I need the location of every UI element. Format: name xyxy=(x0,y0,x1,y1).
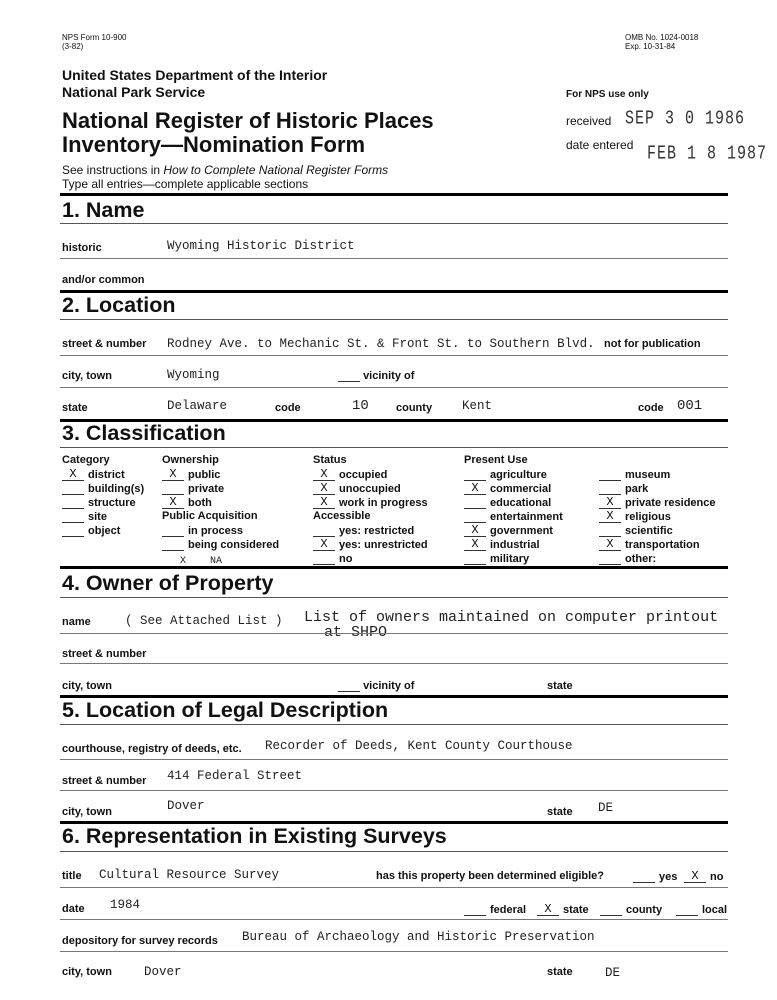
checkbox-mark: X xyxy=(313,482,335,495)
checkbox-label: transportation xyxy=(625,539,700,551)
checkbox-military[interactable] xyxy=(464,552,529,565)
survey-title-label: title xyxy=(62,870,82,882)
acquisition-na-note: X NA xyxy=(180,556,223,565)
checkbox-both[interactable] xyxy=(162,496,212,509)
checkbox-being-considered[interactable] xyxy=(162,538,279,551)
checkbox-label: public xyxy=(188,469,221,481)
legal-street-label: street & number xyxy=(62,775,147,787)
legal-state-label: state xyxy=(547,806,573,818)
section-underline xyxy=(60,724,728,725)
field-line xyxy=(60,633,728,634)
checkbox-industrial[interactable] xyxy=(464,538,540,551)
checkbox-mark xyxy=(162,524,184,537)
owner-note-line1: List of owners maintained on computer printout xyxy=(304,609,719,626)
checkbox-mark xyxy=(464,496,486,509)
form-number: NPS Form 10-900 xyxy=(62,33,127,42)
checkbox-mark: X xyxy=(313,496,335,509)
instructions-prefix: See instructions in xyxy=(62,163,164,177)
depository-label: depository for survey records xyxy=(62,935,218,947)
checkbox-agriculture[interactable] xyxy=(464,468,547,481)
checkbox-mark: X xyxy=(313,538,335,551)
survey-date-value: 1984 xyxy=(110,898,141,912)
vicinity-label: vicinity of xyxy=(363,680,415,692)
checkbox-mark: X xyxy=(599,538,621,551)
county-value: Kent xyxy=(462,399,493,413)
checkbox-label: private residence xyxy=(625,497,716,509)
code-label: code xyxy=(275,402,301,414)
checkbox-eligible-no[interactable] xyxy=(684,870,723,883)
checkbox-mark xyxy=(600,903,622,916)
checkbox-park[interactable] xyxy=(599,482,648,495)
depository-value: Bureau of Archaeology and Historic Preservation xyxy=(242,930,595,944)
checkbox-museum[interactable] xyxy=(599,468,670,481)
checkbox-site[interactable] xyxy=(62,510,107,523)
checkbox-mark: X xyxy=(313,468,335,481)
common-label: and/or common xyxy=(62,274,145,286)
section-underline xyxy=(60,319,728,320)
checkbox-mark xyxy=(62,496,84,509)
checkbox-yes-restricted[interactable] xyxy=(313,524,414,537)
expiration-date: Exp. 10-31-84 xyxy=(625,42,676,51)
section-underline xyxy=(60,223,728,224)
vicinity-field xyxy=(338,370,414,382)
eligible-question: has this property been determined eligible? xyxy=(376,870,604,882)
owner-state-label: state xyxy=(547,680,573,692)
checkbox-mark xyxy=(62,524,84,537)
checkbox-mark xyxy=(464,552,486,565)
checkbox-label: government xyxy=(490,525,553,537)
form-title-line2: Inventory—Nomination Form xyxy=(62,132,366,157)
legal-state-value: DE xyxy=(598,801,614,815)
checkbox-occupied[interactable] xyxy=(313,468,387,481)
checkbox-religious[interactable] xyxy=(599,510,671,523)
not-for-publication: not for publication xyxy=(604,338,701,350)
checkbox-label: unoccupied xyxy=(339,483,401,495)
checkbox-in-process[interactable] xyxy=(162,524,243,537)
date-entered-label: date entered xyxy=(566,138,634,152)
vicinity-label: vicinity of xyxy=(363,370,415,382)
checkbox-mark xyxy=(464,468,486,481)
checkbox-private[interactable] xyxy=(162,482,224,495)
checkbox-mark: X xyxy=(684,870,706,883)
instructions-line2: Type all entries—complete applicable sections xyxy=(62,177,309,191)
section1-heading: 1. Name xyxy=(62,198,145,222)
checkbox-mark: X xyxy=(464,538,486,551)
owner-city-label: city, town xyxy=(62,680,112,692)
courthouse-value: Recorder of Deeds, Kent County Courthouse xyxy=(265,739,573,753)
survey-state-label: state xyxy=(547,966,573,978)
historic-value: Wyoming Historic District xyxy=(167,239,355,253)
checkbox-label: yes: restricted xyxy=(339,525,415,537)
code-value: 10 xyxy=(352,398,369,414)
checkbox-mark xyxy=(62,510,84,523)
checkbox-label: state xyxy=(563,904,589,916)
checkbox-mark xyxy=(162,482,184,495)
section3-heading: 3. Classification xyxy=(62,421,226,445)
checkbox-mark: X xyxy=(464,482,486,495)
checkbox-label: yes xyxy=(659,871,678,883)
survey-city-value: Dover xyxy=(144,965,182,979)
checkbox-mark: X xyxy=(599,510,621,523)
section-underline xyxy=(60,447,728,448)
checkbox-mark xyxy=(676,903,698,916)
checkbox-mark: X xyxy=(62,468,84,481)
state-label: state xyxy=(62,402,88,414)
checkbox-mark xyxy=(599,524,621,537)
form-revision: (3-82) xyxy=(62,42,84,51)
survey-city-label: city, town xyxy=(62,966,112,978)
category-heading: Category xyxy=(62,454,110,466)
code2-value: 001 xyxy=(677,398,703,414)
checkbox-mark xyxy=(313,524,335,537)
checkbox-label: being considered xyxy=(188,539,280,551)
checkbox-label: commercial xyxy=(490,483,552,495)
checkbox-public[interactable] xyxy=(162,468,220,481)
ownership-heading: Ownership xyxy=(162,454,219,466)
field-line xyxy=(60,759,728,760)
checkbox-label: site xyxy=(88,511,107,523)
field-line xyxy=(60,387,728,388)
field-line xyxy=(60,663,728,664)
checkbox-label: museum xyxy=(625,469,671,481)
present-use-heading: Present Use xyxy=(464,454,528,466)
legal-city-value: Dover xyxy=(167,799,205,813)
accessible-heading: Accessible xyxy=(313,510,371,522)
checkbox-scientific[interactable] xyxy=(599,524,673,537)
survey-date-label: date xyxy=(62,903,85,915)
field-line xyxy=(60,919,728,920)
checkbox-state[interactable] xyxy=(537,903,589,916)
checkbox-label: local xyxy=(702,904,728,916)
checkbox-county[interactable] xyxy=(600,903,662,916)
checkbox-label: object xyxy=(88,525,121,537)
city-value: Wyoming xyxy=(167,368,220,382)
checkbox-label: structure xyxy=(88,497,136,509)
checkbox-structure[interactable] xyxy=(62,496,136,509)
checkbox-label: agriculture xyxy=(490,469,547,481)
owner-note-line2: at SHPO xyxy=(324,624,388,641)
street-label: street & number xyxy=(62,338,147,350)
field-line xyxy=(60,887,728,888)
checkbox-commercial[interactable] xyxy=(464,482,551,495)
state-value: Delaware xyxy=(167,399,228,413)
vicinity-blank xyxy=(338,371,360,382)
checkbox-no-access[interactable] xyxy=(313,552,352,565)
legal-street-value: 414 Federal Street xyxy=(167,769,303,783)
checkbox-label: no xyxy=(339,553,353,565)
field-line xyxy=(60,258,728,259)
omb-number: OMB No. 1024-0018 xyxy=(625,33,699,42)
checkbox-mark xyxy=(464,510,486,523)
checkbox-private-residence[interactable] xyxy=(599,496,716,509)
code2-label: code xyxy=(638,402,664,414)
checkbox-local[interactable] xyxy=(676,903,727,916)
received-label: received xyxy=(566,114,612,128)
section-underline xyxy=(60,851,728,852)
owner-street-label: street & number xyxy=(62,648,147,660)
checkbox-object[interactable] xyxy=(62,524,120,537)
section-divider xyxy=(60,193,728,196)
section4-heading: 4. Owner of Property xyxy=(62,571,274,595)
checkbox-mark xyxy=(599,552,621,565)
checkbox-mark xyxy=(162,538,184,551)
department-name: United States Department of the Interior xyxy=(62,67,328,83)
vicinity-blank xyxy=(338,681,360,692)
nps-use-label: For NPS use only xyxy=(566,89,649,100)
section2-heading: 2. Location xyxy=(62,293,176,317)
checkbox-mark xyxy=(599,468,621,481)
agency-name: National Park Service xyxy=(62,84,206,100)
survey-state-value: DE xyxy=(605,966,621,980)
street-value: Rodney Ave. to Mechanic St. & Front St. to Southern Blvd. xyxy=(167,337,595,351)
checkbox-label: district xyxy=(88,469,125,481)
owner-name-label: name xyxy=(62,616,91,628)
checkbox-label: no xyxy=(710,871,724,883)
checkbox-mark: X xyxy=(162,496,184,509)
checkbox-label: yes: unrestricted xyxy=(339,539,428,551)
checkbox-label: park xyxy=(625,483,649,495)
checkbox-yes-unrestricted[interactable] xyxy=(313,538,428,551)
checkbox-eligible-yes[interactable] xyxy=(633,870,677,883)
historic-label: historic xyxy=(62,242,102,254)
field-line xyxy=(60,790,728,791)
checkbox-label: building(s) xyxy=(88,483,145,495)
instructions-title: How to Complete National Register Forms xyxy=(163,163,389,177)
checkbox-government[interactable] xyxy=(464,524,553,537)
checkbox-mark xyxy=(62,482,84,495)
checkbox-mark xyxy=(599,482,621,495)
form-title-line1: National Register of Historic Places xyxy=(62,108,434,133)
checkbox-work-in-progress[interactable] xyxy=(313,496,428,509)
checkbox-label: scientific xyxy=(625,525,673,537)
checkbox-label: in process xyxy=(188,525,244,537)
field-line xyxy=(60,355,728,356)
public-acquisition-heading: Public Acquisition xyxy=(162,510,258,522)
owner-vicinity-field xyxy=(338,680,414,692)
checkbox-unoccupied[interactable] xyxy=(313,482,401,495)
section5-heading: 5. Location of Legal Description xyxy=(62,698,389,722)
survey-title-value: Cultural Resource Survey xyxy=(99,868,280,882)
checkbox-label: religious xyxy=(625,511,671,523)
status-heading: Status xyxy=(313,454,347,466)
checkbox-label: occupied xyxy=(339,469,388,481)
checkbox-entertainment[interactable] xyxy=(464,510,563,523)
checkbox-label: industrial xyxy=(490,539,540,551)
checkbox-mark: X xyxy=(599,496,621,509)
checkbox-district[interactable] xyxy=(62,468,125,481)
checkbox-label: county xyxy=(626,904,663,916)
owner-name-value: ( See Attached List ) xyxy=(125,614,283,628)
checkbox-label: work in progress xyxy=(339,497,428,509)
checkbox-mark xyxy=(313,552,335,565)
county-label: county xyxy=(396,402,433,414)
received-stamp: SEP 3 0 1986 xyxy=(625,108,746,131)
checkbox-label: both xyxy=(188,497,212,509)
checkbox-federal[interactable] xyxy=(464,903,526,916)
checkbox-other[interactable] xyxy=(599,552,656,565)
checkbox-mark: X xyxy=(537,903,559,916)
legal-city-label: city, town xyxy=(62,806,112,818)
checkbox-label: other: xyxy=(625,553,657,565)
checkbox-transportation[interactable] xyxy=(599,538,700,551)
courthouse-label: courthouse, registry of deeds, etc. xyxy=(62,743,242,755)
checkbox-mark: X xyxy=(162,468,184,481)
date-entered-stamp: FEB 1 8 1987 xyxy=(647,143,768,166)
checkbox-label: educational xyxy=(490,497,552,509)
checkbox-label: military xyxy=(490,553,530,565)
checkbox-mark xyxy=(633,870,655,883)
section6-heading: 6. Representation in Existing Surveys xyxy=(62,824,447,848)
instructions-line1 xyxy=(62,163,388,177)
checkbox-mark xyxy=(464,903,486,916)
checkbox-label: entertainment xyxy=(490,511,563,523)
checkbox-label: private xyxy=(188,483,225,495)
checkbox-educational[interactable] xyxy=(464,496,551,509)
checkbox-mark: X xyxy=(464,524,486,537)
section-divider xyxy=(60,566,728,569)
checkbox-buildings[interactable] xyxy=(62,482,144,495)
field-line xyxy=(60,951,728,952)
city-label: city, town xyxy=(62,370,112,382)
checkbox-label: federal xyxy=(490,904,527,916)
section-underline xyxy=(60,597,728,598)
